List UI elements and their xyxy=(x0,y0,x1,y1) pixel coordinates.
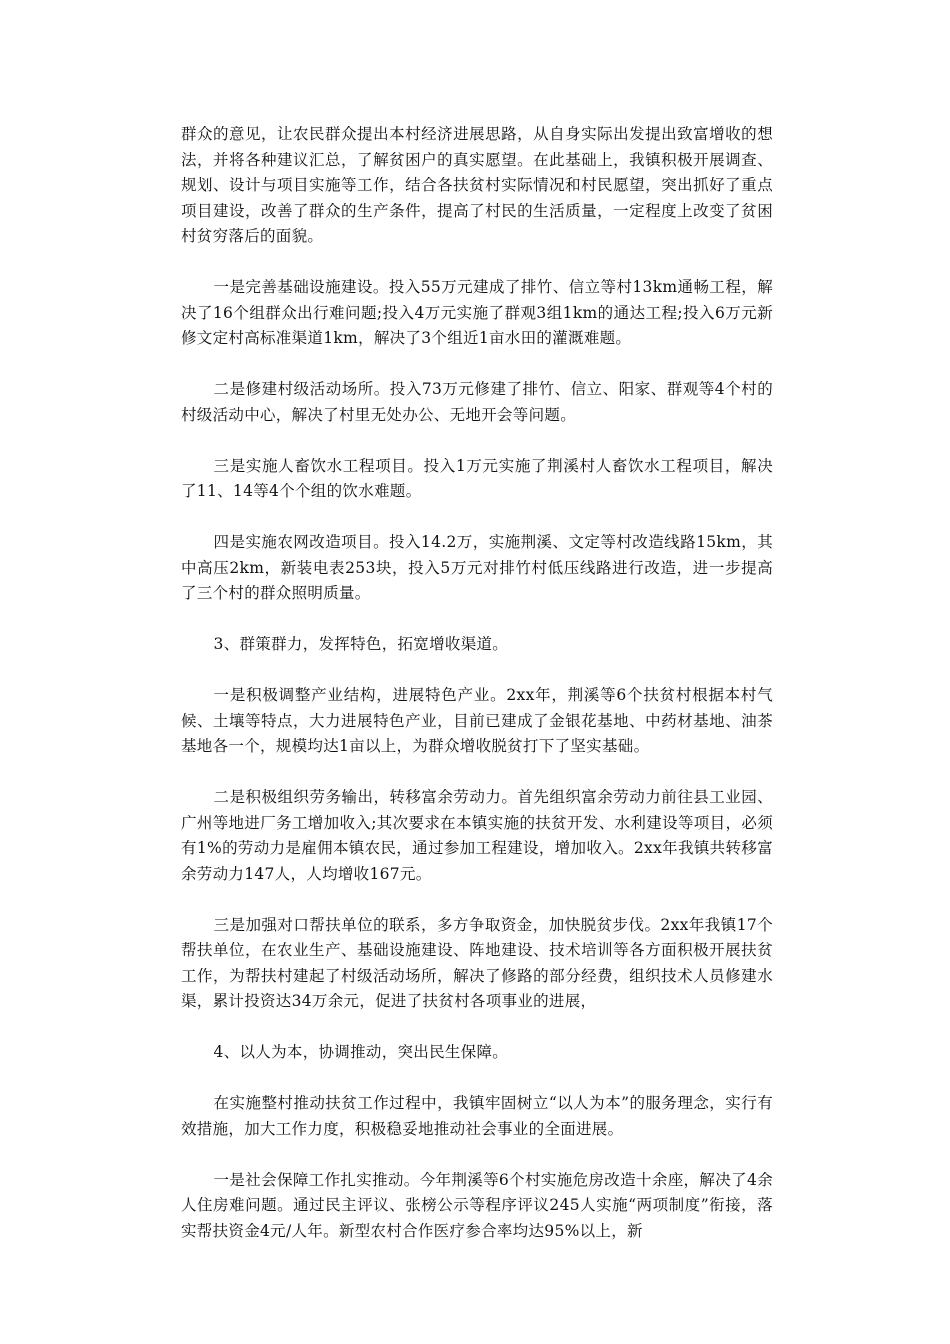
document-body xyxy=(181,122,773,1270)
paragraph-people-first: 在实施整村推动扶贫工作过程中，我镇牢固树立“以人为本”的服务理念，实行有效措施，加大工作力度，积极稳妥地推动社会事业的全面进展。 xyxy=(181,1094,773,1138)
paragraph-partner-units: 三是加强对口帮扶单位的联系，多方争取资金，加快脱贫步伐。2xx年我镇17个帮扶单位，在农业生产、基础设施建设、阵地建设、技术培训等各方面积极开展扶贫工作，为帮扶村建起了村级活动场所，解决了修路的部分经费，组织技术人员修建水渠，累计投资达34万余元，促进了扶贫村各项事业的进展， xyxy=(181,915,773,1010)
paragraph-social-security: 一是社会保障工作扎实推动。今年荆溪等6个村实施危房改造十余座，解决了4余人住房难问题。通过民主评议、张榜公示等程序评议245人实施“两项制度”衔接，落实帮扶资金4元/人年。新型农村合作医疗参合率均达95%以上，新 xyxy=(181,1170,773,1240)
paragraph-infrastructure: 一是完善基础设施建设。投入55万元建成了排竹、信立等村13km通畅工程，解决了16个组群众出行难问题;投入4万元实施了群观3组1km的通达工程;投入6万元新修文定村高标准渠道1km，解决了3个组近1亩水田的灌溉难题。 xyxy=(181,278,773,347)
paragraph-power-grid: 四是实施农网改造项目。投入14.2万，实施荆溪、文定等村改造线路15km，其中高压2km，新装电表253块，投入5万元对排竹村低压线路进行改造，进一步提高了三个村的群众照明质量。 xyxy=(181,533,773,602)
paragraph-activity-venue: 二是修建村级活动场所。投入73万元修建了排竹、信立、阳家、群观等4个村的村级活动中心，解决了村里无处办公、无地开会等问题。 xyxy=(181,380,773,424)
section-heading-4: 4、以人为本，协调推动，突出民生保障。 xyxy=(213,1043,509,1061)
section-heading-3: 3、群策群力，发挥特色，拓宽增收渠道。 xyxy=(213,635,509,653)
paragraph-intro: 群众的意见，让农民群众提出本村经济进展思路，从自身实际出发提出致富增收的想法，并将各种建议汇总，了解贫困户的真实愿望。在此基础上，我镇积极开展调查、规划、设计与项目实施等工作，结合各扶贫村实际情况和村民愿望，突出抓好了重点项目建设，改善了群众的生产条件，提高了村民的生活质量，一定程度上改变了贫困村贫穷落后的面貌。 xyxy=(181,125,773,245)
paragraph-industry: 一是积极调整产业结构，进展特色产业。2xx年，荆溪等6个扶贫村根据本村气候、土壤等特点，大力进展特色产业，目前已建成了金银花基地、中药材基地、油茶基地各一个，规模均达1亩以上，为群众增收脱贫打下了坚实基础。 xyxy=(181,686,773,755)
paragraph-labor-export: 二是积极组织劳务输出，转移富余劳动力。首先组织富余劳动力前往县工业园、广州等地进厂务工增加收入;其次要求在本镇实施的扶贫开发、水利建设等项目，必须有1%的劳动力是雇佣本镇农民，通过参加工程建设，增加收入。2xx年我镇共转移富余劳动力147人，人均增收167元。 xyxy=(181,788,773,883)
paragraph-drinking-water: 三是实施人畜饮水工程项目。投入1万元实施了荆溪村人畜饮水工程项目，解决了11、14等4个个组的饮水难题。 xyxy=(181,456,773,500)
